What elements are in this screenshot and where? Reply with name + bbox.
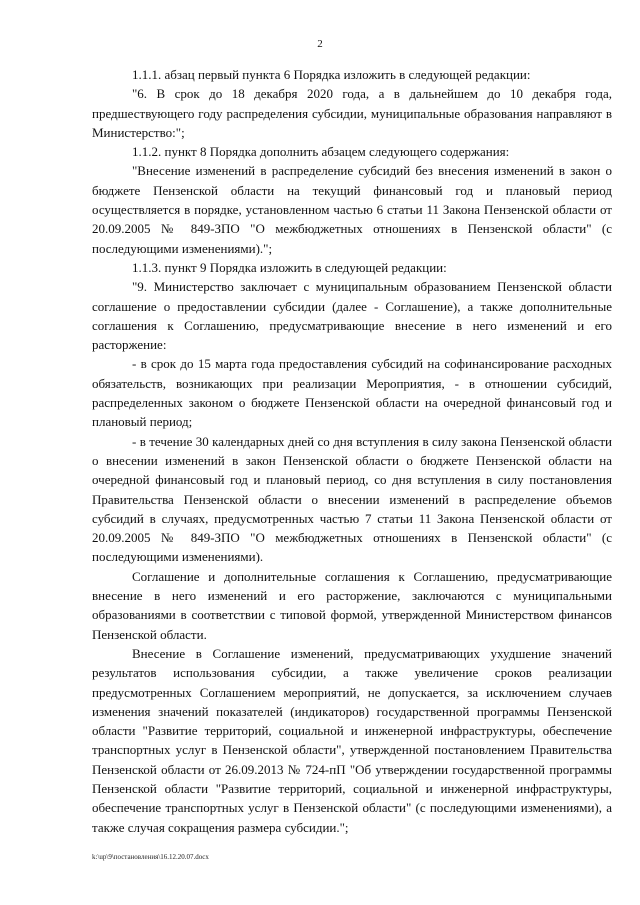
- document-body: [92, 65, 612, 837]
- paragraph: 1.1.3. пункт 9 Порядка изложить в следующей редакции:: [132, 259, 447, 275]
- paragraph: Соглашение и дополнительные соглашения к Соглашению, предусматривающие внесение в него изменений и его расторжение, заключаются с муниципальными образованиями в соответствии с типовой формой, утвержденной Министерством финансов Пензенской области.: [92, 568, 612, 642]
- paragraph: 1.1.1. абзац первый пункта 6 Порядка изложить в следующей редакции:: [132, 67, 531, 82]
- paragraph: "Внесение изменений в распределение субсидий без внесения изменений в закон о бюджете Пензенской области на текущий финансовый год и плановый период осуществляется в порядке, установленном частью 6 статьи 11 Закона Пензенской области от 20.09.2005 № 849-ЗПО "О межбюджетных отношениях в Пензенской области" (с последующими изменениями).";: [92, 163, 612, 256]
- paragraph: 1.1.2. пункт 8 Порядка дополнить абзацем следующего содержания:: [132, 144, 510, 160]
- paragraph: "9. Министерство заключает с муниципальным образованием Пензенской области соглашение о предоставлении субсидии (далее - Соглашение), а также дополнительные соглашения к Соглашению, предусматривающие внесение в него изменений и его расторжение:: [92, 279, 612, 353]
- paragraph: - в срок до 15 марта года предоставления субсидий на софинансирование расходных обязательств, возникающих при реализации Мероприятия, - в отношении субсидий, распределенных законом о бюджете Пензенской области на очередной финансовый год и плановый период;: [92, 356, 612, 430]
- paragraph: "6. В срок до 18 декабря 2020 года, а в дальнейшем до 10 декабря года, предшествующего году распределения субсидии, муниципальные образования направляют в Министерство:";: [92, 86, 612, 140]
- paragraph: Внесение в Соглашение изменений, предусматривающих ухудшение значений результатов использования субсидии, а также увеличение сроков реализации предусмотренных Соглашением мероприятий, не допускается, за исключением случаев изменения значений показателей (индикаторов) государственной программы Пензенской области "Развитие территорий, социальной и инженерной инфраструктуры, обеспечение транспортных услуг в Пензенской области", утвержденной постановлением Правительства Пензенской области от 26.09.2013 № 724-пП "Об утверждении государственной программы Пензенской области "Развитие территорий, социальной и инженерной инфраструктуры, обеспечение транспортных услуг в Пензенской области" (с последующими изменениями), а также случая сокращения размера субсидии.";: [92, 645, 612, 835]
- page-number: 2: [317, 38, 323, 50]
- paragraph: - в течение 30 календарных дней со дня вступления в силу закона Пензенской области о внесении изменений в закон Пензенской области о бюджете Пензенской области на очередной финансовый год и плановый период, со дня вступления в силу постановления Правительства Пензенской области о внесении изменений в распределение объемов субсидий в случаях, предусмотренных частью 7 статьи 11 Закона Пензенской области от 20.09.2005 № 849-ЗПО "О межбюджетных отношениях в Пензенской области" (с последующими изменениями).: [92, 433, 612, 565]
- file-path-footer: k:\up\9\постановления\16.12.20.07.docx: [92, 853, 209, 861]
